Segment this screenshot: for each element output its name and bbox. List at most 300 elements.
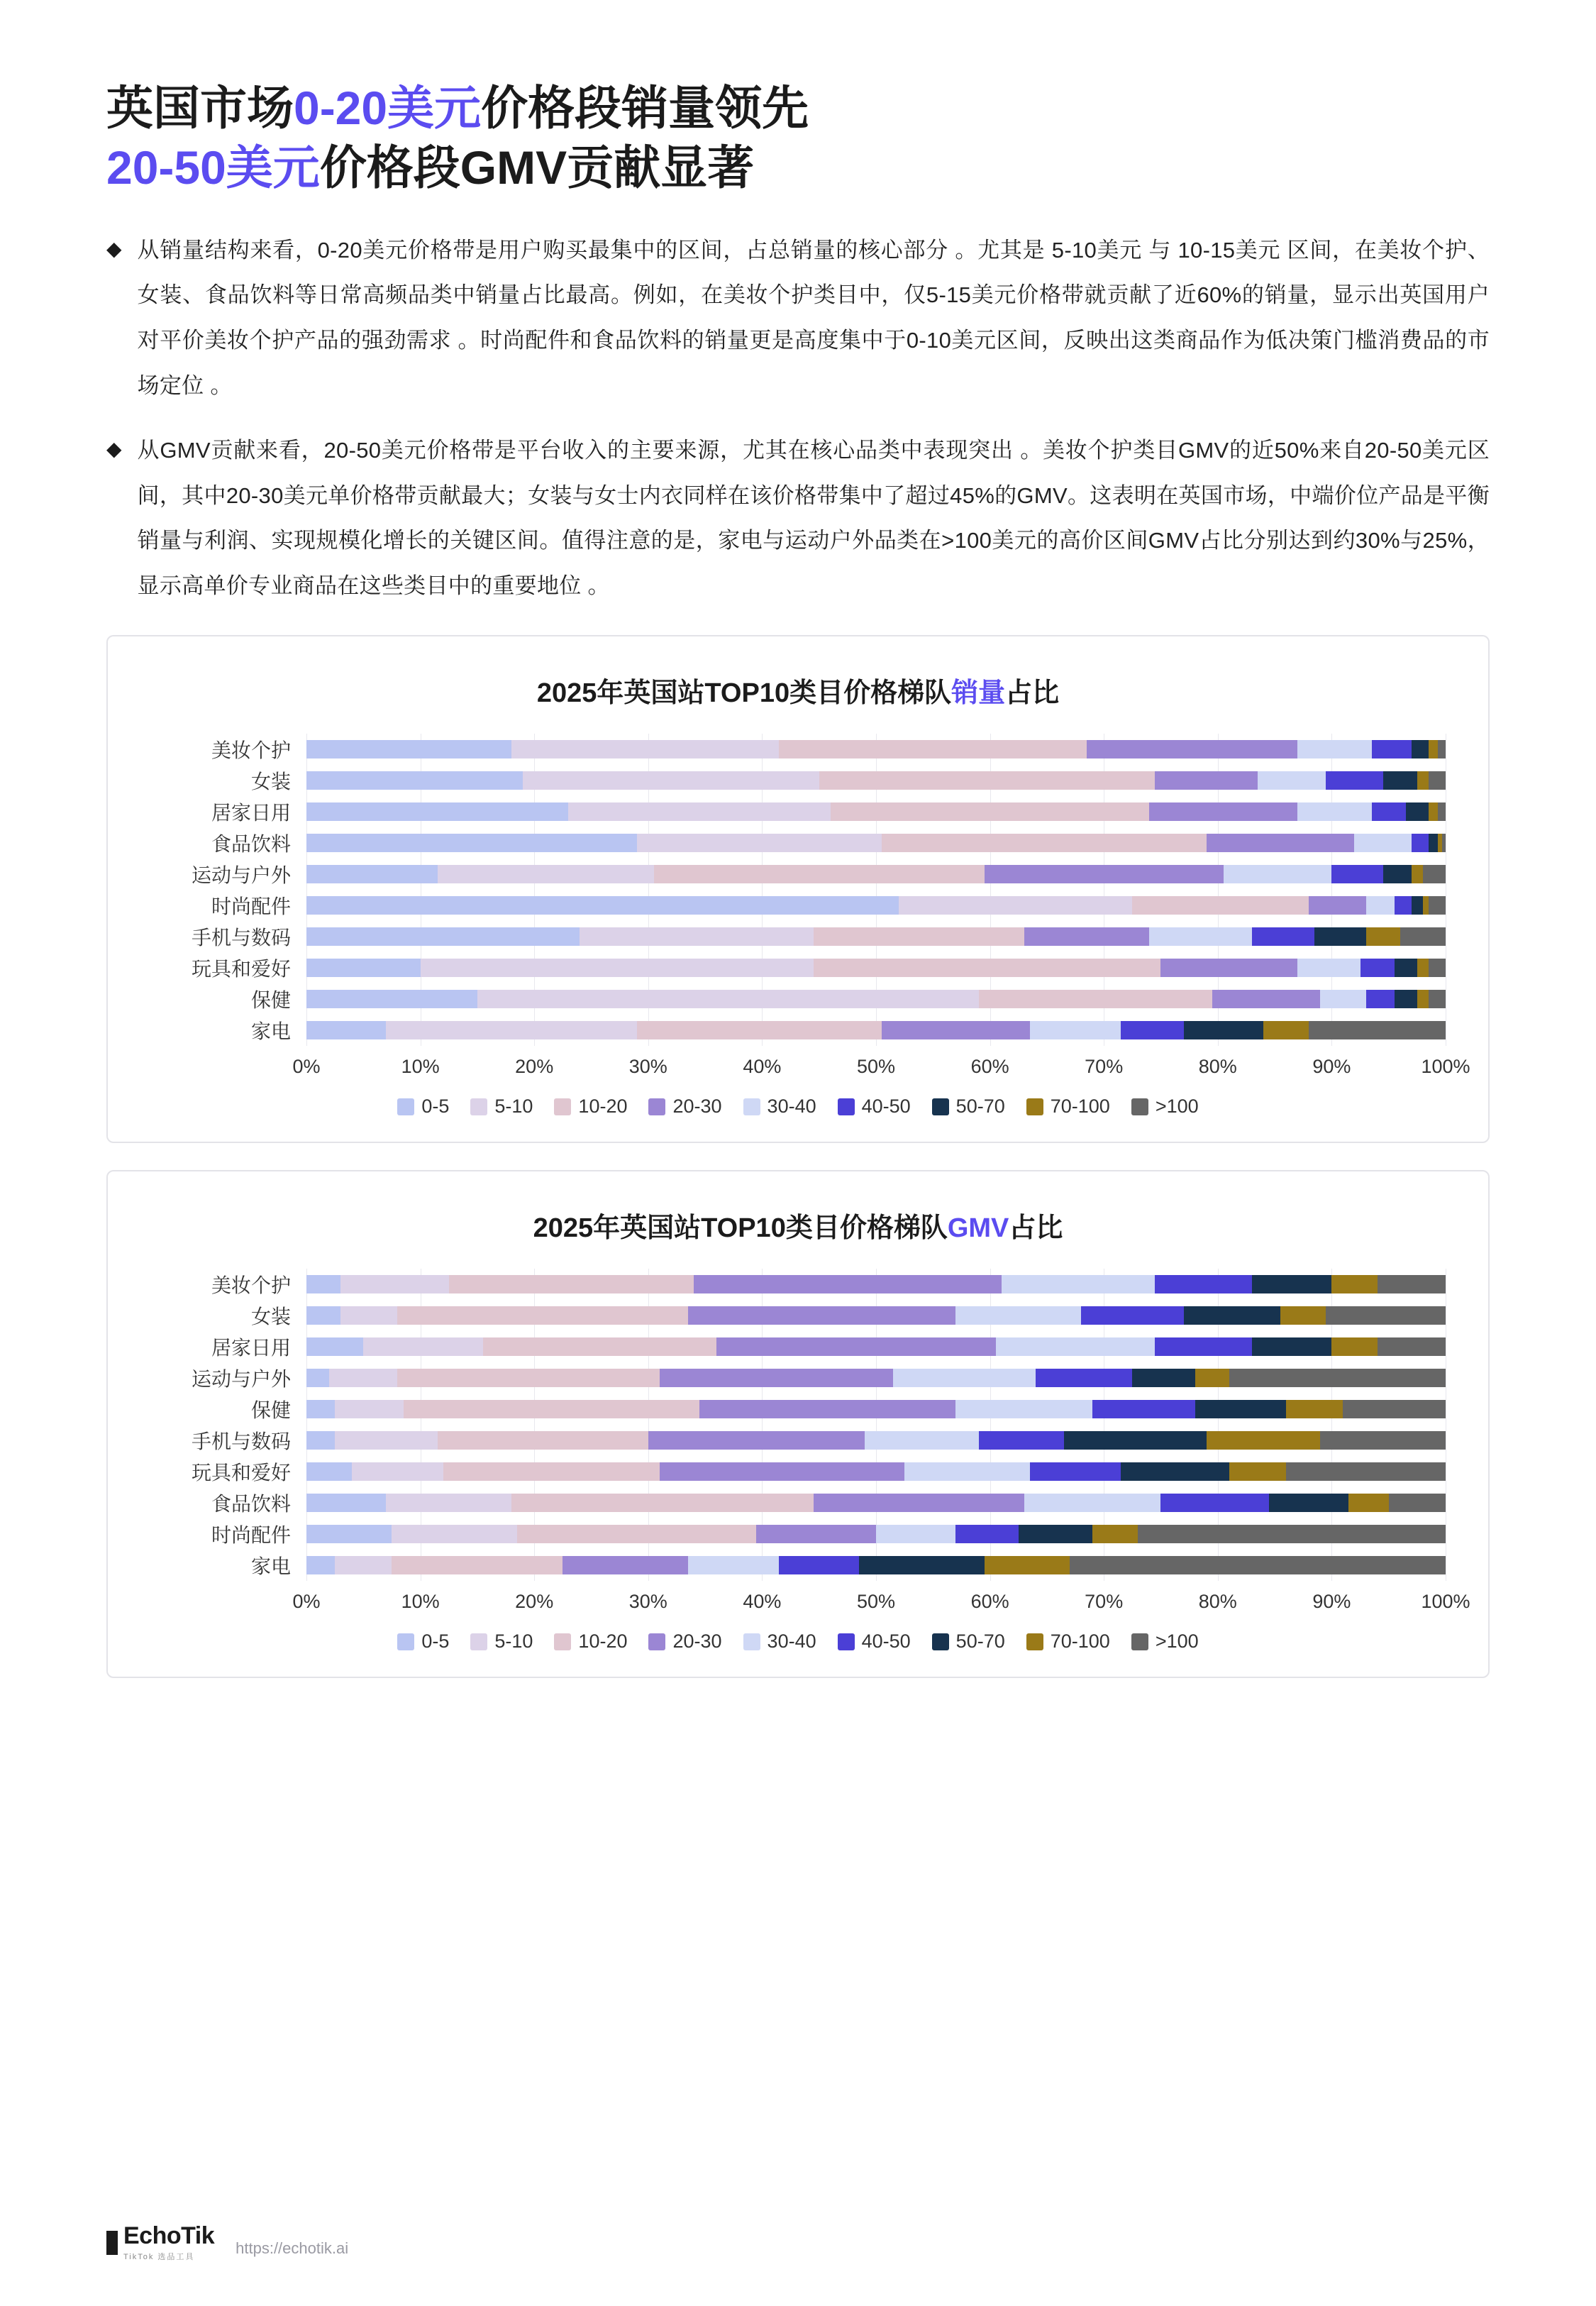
bar-segment xyxy=(1378,1337,1446,1356)
stacked-bar xyxy=(306,990,1446,1008)
legend-label: 20-30 xyxy=(672,1096,722,1118)
legend-label: 5-10 xyxy=(494,1096,533,1118)
bar-segment xyxy=(1207,1431,1321,1450)
legend-item[interactable] xyxy=(470,1631,533,1653)
stacked-bar xyxy=(306,1494,1446,1512)
echotik-logo xyxy=(106,2224,214,2262)
bar-segment xyxy=(1442,834,1446,852)
bar-segment xyxy=(1212,990,1321,1008)
bar-segment xyxy=(1429,740,1438,758)
legend-label: 0-5 xyxy=(421,1631,450,1653)
chart2-axis xyxy=(150,1588,1470,1619)
bar-segment xyxy=(306,1021,386,1039)
legend-label: 40-50 xyxy=(861,1096,911,1118)
legend-item[interactable] xyxy=(1026,1631,1110,1653)
legend-label: 0-5 xyxy=(421,1096,450,1118)
title-line2-highlight: 20-50美元 xyxy=(106,141,320,194)
legend-item[interactable] xyxy=(470,1096,533,1118)
stacked-bar xyxy=(306,959,1446,977)
chart1-title-highlight: 销量 xyxy=(951,678,1006,709)
axis-tick-label: 10% xyxy=(401,1056,440,1078)
bar-segment xyxy=(955,1306,1081,1325)
bar-segment xyxy=(1064,1431,1207,1450)
bar-segment xyxy=(397,1369,659,1387)
bar-segment xyxy=(335,1400,403,1418)
chart-row-label: 女装 xyxy=(250,1306,291,1328)
legend-item[interactable] xyxy=(743,1631,816,1653)
chart-row xyxy=(150,1269,1446,1300)
bar-segment xyxy=(648,1431,865,1450)
stacked-bar xyxy=(306,834,1446,852)
bar-segment xyxy=(438,1431,648,1450)
bar-segment xyxy=(1348,1494,1388,1512)
chart2-rows xyxy=(150,1269,1446,1581)
chart-row xyxy=(150,1331,1446,1362)
bar-segment xyxy=(1354,834,1411,852)
bar-segment xyxy=(386,1021,636,1039)
bar-segment xyxy=(1383,865,1412,883)
axis-tick-label: 80% xyxy=(1198,1591,1237,1613)
bar-segment xyxy=(904,1462,1030,1481)
bar-segment xyxy=(1331,1275,1377,1293)
bar-segment xyxy=(1297,740,1371,758)
legend-item[interactable] xyxy=(648,1631,721,1653)
legend-item[interactable] xyxy=(1026,1096,1110,1118)
diamond-bullet-icon: ◆ xyxy=(106,237,122,260)
bar-segment xyxy=(1309,1021,1446,1039)
stacked-bar xyxy=(306,1306,1446,1325)
stacked-bar xyxy=(306,1337,1446,1356)
bar-segment xyxy=(1438,740,1446,758)
legend-item[interactable] xyxy=(932,1096,1005,1118)
legend-label: >100 xyxy=(1155,1096,1199,1118)
chart-row-label: 食品饮料 xyxy=(211,1493,291,1516)
bar-segment xyxy=(1361,959,1395,977)
bar-segment xyxy=(1286,1462,1446,1481)
bar-segment xyxy=(1070,1556,1446,1574)
bar-segment xyxy=(1149,802,1297,821)
chart-row-label: 家电 xyxy=(250,1020,291,1043)
chart-row xyxy=(150,1362,1446,1394)
legend-swatch-icon xyxy=(1026,1098,1043,1115)
bar-segment xyxy=(660,1462,904,1481)
bar-segment xyxy=(1429,959,1446,977)
axis-tick-label: 90% xyxy=(1312,1591,1351,1613)
title-line-1 xyxy=(106,78,1490,138)
legend-item[interactable] xyxy=(932,1631,1005,1653)
axis-tick-label: 90% xyxy=(1312,1056,1351,1078)
bar-segment xyxy=(893,1369,1036,1387)
bar-segment xyxy=(1412,740,1429,758)
bar-segment xyxy=(1160,1494,1269,1512)
bar-segment xyxy=(306,1431,335,1450)
bar-segment xyxy=(1092,1525,1138,1543)
bar-segment xyxy=(985,865,1224,883)
bar-segment xyxy=(1331,1337,1377,1356)
bar-segment xyxy=(1280,1306,1326,1325)
bar-segment xyxy=(955,1525,1018,1543)
bar-segment xyxy=(1195,1369,1229,1387)
legend-swatch-icon xyxy=(554,1098,571,1115)
legend-swatch-icon xyxy=(838,1098,855,1115)
legend-swatch-icon xyxy=(743,1633,760,1650)
legend-label: 10-20 xyxy=(578,1096,628,1118)
bar-segment xyxy=(306,802,568,821)
axis-tick-label: 20% xyxy=(515,1591,554,1613)
legend-swatch-icon xyxy=(838,1633,855,1650)
bar-segment xyxy=(1024,927,1150,946)
bar-segment xyxy=(306,1525,392,1543)
bar-segment xyxy=(1389,1494,1446,1512)
bar-segment xyxy=(397,1306,688,1325)
legend-item[interactable] xyxy=(397,1631,449,1653)
bar-segment xyxy=(306,1369,329,1387)
legend-label: 30-40 xyxy=(767,1631,816,1653)
bar-segment xyxy=(979,1431,1064,1450)
bar-segment xyxy=(1395,990,1417,1008)
bar-segment xyxy=(1269,1494,1348,1512)
legend-item[interactable] xyxy=(838,1096,911,1118)
stacked-bar xyxy=(306,1462,1446,1481)
chart-row-label: 手机与数码 xyxy=(191,1430,291,1453)
legend-label: 20-30 xyxy=(672,1631,722,1653)
legend-swatch-icon xyxy=(1026,1633,1043,1650)
chart1-axis xyxy=(150,1053,1470,1084)
legend-swatch-icon xyxy=(1131,1098,1148,1115)
bar-segment xyxy=(1412,834,1429,852)
axis-tick-label: 60% xyxy=(970,1056,1009,1078)
legend-item[interactable] xyxy=(743,1096,816,1118)
chart2-title-pre: 2025年英国站TOP10类目价格梯队 xyxy=(533,1213,948,1244)
chart-row-label: 玩具和爱好 xyxy=(191,1462,291,1484)
legend-item[interactable] xyxy=(554,1631,627,1653)
bar-segment xyxy=(1252,927,1314,946)
bar-segment xyxy=(438,865,654,883)
chart-row-label: 时尚配件 xyxy=(211,1524,291,1547)
bar-segment xyxy=(1372,802,1406,821)
legend-swatch-icon xyxy=(554,1633,571,1650)
bar-segment xyxy=(1309,896,1365,915)
bar-segment xyxy=(392,1556,563,1574)
legend-swatch-icon xyxy=(1131,1633,1148,1650)
chart-row xyxy=(150,1487,1446,1518)
bar-segment xyxy=(882,1021,1030,1039)
chart-row-label: 运动与户外 xyxy=(191,864,291,887)
logo-mark-icon xyxy=(106,2231,118,2255)
bar-segment xyxy=(779,1556,858,1574)
chart-row xyxy=(150,1394,1446,1425)
stacked-bar xyxy=(306,771,1446,790)
chart-row xyxy=(150,921,1446,952)
bar-segment xyxy=(688,1306,955,1325)
legend-item[interactable] xyxy=(1131,1096,1199,1118)
bar-segment xyxy=(1383,771,1417,790)
bar-segment xyxy=(1423,865,1446,883)
bar-segment xyxy=(1378,1275,1446,1293)
bar-segment xyxy=(1081,1306,1184,1325)
bar-segment xyxy=(1343,1400,1446,1418)
bar-segment xyxy=(1121,1462,1229,1481)
axis-tick-label: 100% xyxy=(1421,1056,1470,1078)
logo-stack xyxy=(123,2224,214,2262)
legend-swatch-icon xyxy=(397,1098,414,1115)
chart-row xyxy=(150,1550,1446,1581)
bar-segment xyxy=(637,1021,882,1039)
legend-label: 5-10 xyxy=(494,1631,533,1653)
bar-segment xyxy=(1019,1525,1092,1543)
title-line2-post: 价格段GMV贡献显著 xyxy=(319,141,755,194)
chart-row xyxy=(150,1425,1446,1456)
legend-item[interactable] xyxy=(648,1096,721,1118)
axis-tick-label: 40% xyxy=(743,1056,782,1078)
legend-item[interactable] xyxy=(397,1096,449,1118)
chart-card-sales xyxy=(106,635,1490,1143)
page-title xyxy=(106,78,1490,198)
legend-swatch-icon xyxy=(397,1633,414,1650)
legend-label: 40-50 xyxy=(861,1631,911,1653)
bar-segment xyxy=(1030,1462,1121,1481)
bullet-list xyxy=(106,228,1490,608)
bar-segment xyxy=(1429,771,1446,790)
bar-segment xyxy=(1297,959,1360,977)
chart2-axis-spacer xyxy=(150,1588,306,1619)
chart-row xyxy=(150,734,1446,765)
legend-swatch-icon xyxy=(470,1633,487,1650)
bar-segment xyxy=(1314,927,1365,946)
bar-segment xyxy=(1155,771,1258,790)
chart-row-label: 居家日用 xyxy=(211,1337,291,1359)
bar-segment xyxy=(979,990,1212,1008)
bar-segment xyxy=(1184,1306,1281,1325)
bar-segment xyxy=(340,1306,397,1325)
title-line1-post: 价格段销量领先 xyxy=(481,82,809,134)
axis-tick-label: 30% xyxy=(628,1056,667,1078)
title-line1-highlight: 0-20美元 xyxy=(294,82,482,134)
bar-segment xyxy=(580,927,813,946)
chart-title-gmv xyxy=(150,1206,1446,1245)
legend-item[interactable] xyxy=(554,1096,627,1118)
chart-card-gmv xyxy=(106,1170,1490,1678)
chart-row xyxy=(150,859,1446,890)
bar-segment xyxy=(779,740,1087,758)
bar-segment xyxy=(1429,802,1438,821)
legend-label: 30-40 xyxy=(767,1096,816,1118)
axis-tick-label: 70% xyxy=(1085,1591,1124,1613)
chart-row xyxy=(150,1518,1446,1550)
chart2-title-post: 占比 xyxy=(1009,1213,1063,1244)
diamond-bullet-icon: ◆ xyxy=(106,438,122,460)
bar-segment xyxy=(568,802,830,821)
bar-segment xyxy=(1417,771,1429,790)
bar-segment xyxy=(1155,1337,1252,1356)
bar-segment xyxy=(1417,990,1429,1008)
bar-segment xyxy=(306,1400,335,1418)
bar-segment xyxy=(1406,802,1429,821)
bar-segment xyxy=(756,1525,876,1543)
chart-row-label: 保健 xyxy=(250,1399,291,1422)
bar-segment xyxy=(865,1431,979,1450)
axis-tick-label: 50% xyxy=(856,1591,896,1613)
legend-label: 50-70 xyxy=(955,1631,1005,1653)
chart-row-label: 保健 xyxy=(250,989,291,1012)
bar-segment xyxy=(1429,990,1446,1008)
stacked-bar xyxy=(306,1275,1446,1293)
chart1-rows xyxy=(150,734,1446,1046)
axis-tick-label: 20% xyxy=(515,1056,554,1078)
legend-swatch-icon xyxy=(470,1098,487,1115)
footer xyxy=(106,2224,348,2262)
chart-row-label: 手机与数码 xyxy=(191,927,291,949)
bar-segment xyxy=(352,1462,443,1481)
chart2-body xyxy=(150,1269,1470,1653)
chart-row xyxy=(150,1300,1446,1331)
stacked-bar xyxy=(306,802,1446,821)
bar-segment xyxy=(716,1337,995,1356)
bar-segment xyxy=(1429,834,1438,852)
bar-segment xyxy=(306,896,899,915)
bar-segment xyxy=(306,740,511,758)
legend-item[interactable] xyxy=(838,1631,911,1653)
title-line-2 xyxy=(106,138,1490,197)
bar-segment xyxy=(386,1494,511,1512)
bar-segment xyxy=(1258,771,1326,790)
bar-segment xyxy=(1366,896,1395,915)
bar-segment xyxy=(306,1306,340,1325)
bar-segment xyxy=(859,1556,985,1574)
axis-tick-label: 0% xyxy=(292,1056,321,1078)
chart1-title-post: 占比 xyxy=(1005,678,1060,709)
bar-segment xyxy=(1400,927,1446,946)
chart-row-label: 女装 xyxy=(250,771,291,793)
bar-segment xyxy=(637,834,882,852)
bar-segment xyxy=(1229,1369,1446,1387)
bar-segment xyxy=(882,834,1207,852)
chart-row xyxy=(150,796,1446,827)
legend-label: 10-20 xyxy=(578,1631,628,1653)
bar-segment xyxy=(306,1275,340,1293)
chart2-axis-ticks xyxy=(292,1588,1470,1619)
bar-segment xyxy=(1438,802,1446,821)
legend-swatch-icon xyxy=(648,1633,665,1650)
chart-row xyxy=(150,1015,1446,1046)
title-line1-pre: 英国市场 xyxy=(106,82,294,134)
chart-row-label: 美妆个护 xyxy=(211,1274,291,1297)
chart-row xyxy=(150,1456,1446,1487)
legend-item[interactable] xyxy=(1131,1631,1199,1653)
axis-tick-label: 50% xyxy=(856,1056,896,1078)
bar-segment xyxy=(1395,896,1412,915)
bar-segment xyxy=(1429,896,1446,915)
bar-segment xyxy=(329,1369,397,1387)
bar-segment xyxy=(483,1337,716,1356)
bar-segment xyxy=(392,1525,517,1543)
bullet-text: 从销量结构来看，0-20美元价格带是用户购买最集中的区间，占总销量的核心部分 。尤其是 5-10美元 与 10-15美元 区间，在美妆个护、女装、食品饮料等日常高频品类中销量占比最高。例如，在美妆个护类目中，仅5-15美元价格带就贡献了近60%的销量，显示出英国用户对平价美妆个护产品的强劲需求 。时尚配件和食品饮料的销量更是高度集中于0-10美元区间，反映出这类商品作为低决策门槛消费品的市场定位 。 xyxy=(137,237,1490,398)
bar-segment xyxy=(523,771,819,790)
bar-segment xyxy=(1030,1021,1121,1039)
bar-segment xyxy=(1195,1400,1286,1418)
bullet-item xyxy=(106,428,1490,608)
chart-row xyxy=(150,765,1446,796)
footer-url: https://echotik.ai xyxy=(235,2239,349,2257)
bullet-item xyxy=(106,228,1490,408)
logo-subtext: TikTok 选品工具 xyxy=(123,2253,195,2261)
bar-segment xyxy=(1395,959,1417,977)
bar-segment xyxy=(306,1494,386,1512)
bar-segment xyxy=(335,1431,438,1450)
legend-swatch-icon xyxy=(932,1633,949,1650)
bar-segment xyxy=(1326,771,1382,790)
chart-row xyxy=(150,952,1446,983)
bar-segment xyxy=(363,1337,483,1356)
bar-segment xyxy=(421,959,814,977)
legend-label: 70-100 xyxy=(1050,1631,1110,1653)
bar-segment xyxy=(563,1556,688,1574)
bar-segment xyxy=(335,1556,392,1574)
bar-segment xyxy=(306,959,421,977)
chart2-plot xyxy=(150,1269,1446,1581)
chart-row-label: 食品饮料 xyxy=(211,833,291,856)
bar-segment xyxy=(449,1275,694,1293)
stacked-bar xyxy=(306,1556,1446,1574)
stacked-bar xyxy=(306,1021,1446,1039)
bar-segment xyxy=(306,865,438,883)
chart1-legend xyxy=(150,1096,1446,1118)
legend-label: >100 xyxy=(1155,1631,1199,1653)
chart-row-label: 玩具和爱好 xyxy=(191,958,291,981)
bar-segment xyxy=(517,1525,756,1543)
bar-segment xyxy=(1155,1275,1252,1293)
axis-tick-label: 60% xyxy=(970,1591,1009,1613)
bar-segment xyxy=(1092,1400,1195,1418)
bar-segment xyxy=(306,1337,363,1356)
bar-segment xyxy=(477,990,979,1008)
legend-swatch-icon xyxy=(932,1098,949,1115)
bar-segment xyxy=(1138,1525,1446,1543)
axis-tick-label: 30% xyxy=(628,1591,667,1613)
bar-segment xyxy=(306,771,523,790)
bar-segment xyxy=(819,771,1156,790)
bar-segment xyxy=(1184,1021,1263,1039)
chart2-legend xyxy=(150,1631,1446,1653)
legend-swatch-icon xyxy=(743,1098,760,1115)
bar-segment xyxy=(699,1400,955,1418)
stacked-bar xyxy=(306,740,1446,758)
stacked-bar xyxy=(306,927,1446,946)
chart-row xyxy=(150,827,1446,859)
bar-segment xyxy=(1121,1021,1183,1039)
bar-segment xyxy=(1366,990,1395,1008)
bar-segment xyxy=(511,740,779,758)
axis-tick-label: 0% xyxy=(292,1591,321,1613)
bar-segment xyxy=(1331,865,1382,883)
bar-segment xyxy=(1297,802,1371,821)
bar-segment xyxy=(306,834,637,852)
chart-row-label: 家电 xyxy=(250,1555,291,1578)
chart-row xyxy=(150,890,1446,921)
bar-segment xyxy=(694,1275,1002,1293)
bar-segment xyxy=(814,959,1161,977)
stacked-bar xyxy=(306,1431,1446,1450)
chart-row-label: 运动与户外 xyxy=(191,1368,291,1391)
bar-segment xyxy=(1132,1369,1195,1387)
bar-segment xyxy=(404,1400,700,1418)
stacked-bar xyxy=(306,896,1446,915)
bar-segment xyxy=(1149,927,1252,946)
bar-segment xyxy=(955,1400,1092,1418)
chart1-body xyxy=(150,734,1470,1118)
chart1-axis-spacer xyxy=(150,1053,306,1084)
bar-segment xyxy=(1224,865,1332,883)
